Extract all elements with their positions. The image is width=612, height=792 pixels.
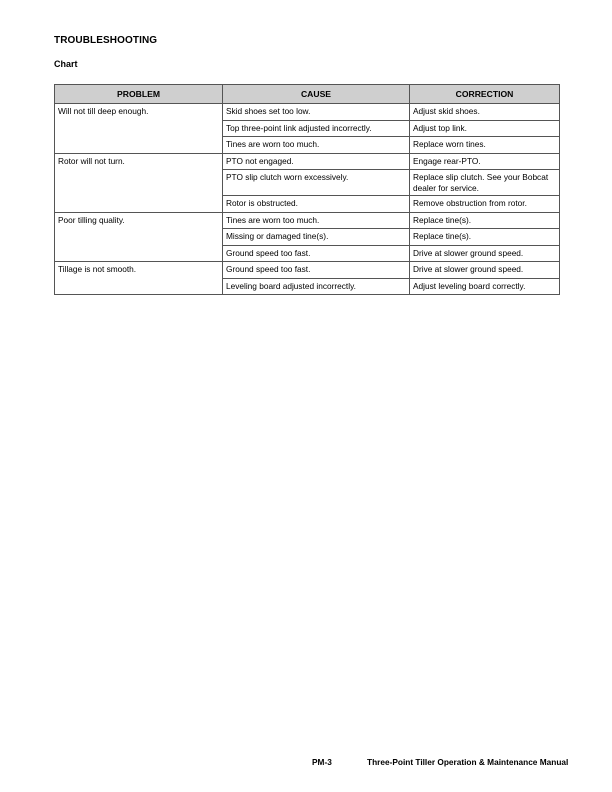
cause-cell: Tines are worn too much. [223,137,410,154]
footer-manual-title: Three-Point Tiller Operation & Maintenance Manual [367,757,569,767]
cause-cell: Tines are worn too much. [223,212,410,229]
correction-cell: Adjust skid shoes. [410,104,560,121]
problem-cell: Poor tilling quality. [55,212,223,262]
table-row [55,153,560,170]
correction-cell: Remove obstruction from rotor. [410,196,560,213]
cause-cell: Rotor is obstructed. [223,196,410,213]
cause-cell: Ground speed too fast. [223,262,410,279]
footer-page-number: PM-3 [312,757,332,767]
header-cause: CAUSE [223,85,410,104]
problem-cell: Tillage is not smooth. [55,262,223,295]
header-correction: CORRECTION [410,85,560,104]
table-header-row [55,85,560,104]
subsection-heading: Chart [54,59,78,69]
cause-cell: Leveling board adjusted incorrectly. [223,278,410,295]
correction-cell: Replace tine(s). [410,229,560,246]
table-row [55,262,560,279]
correction-cell: Replace slip clutch. See your Bobcat dealer for service. [410,170,560,196]
troubleshooting-table [54,84,560,295]
header-problem: PROBLEM [55,85,223,104]
cause-cell: Ground speed too fast. [223,245,410,262]
cause-cell: PTO slip clutch worn excessively. [223,170,410,196]
cause-cell: Top three-point link adjusted incorrectly. [223,120,410,137]
cause-cell: PTO not engaged. [223,153,410,170]
correction-cell: Drive at slower ground speed. [410,262,560,279]
correction-cell: Replace tine(s). [410,212,560,229]
table-row [55,212,560,229]
table-row [55,104,560,121]
problem-cell: Will not till deep enough. [55,104,223,154]
correction-cell: Drive at slower ground speed. [410,245,560,262]
problem-cell: Rotor will not turn. [55,153,223,212]
cause-cell: Skid shoes set too low. [223,104,410,121]
correction-cell: Adjust top link. [410,120,560,137]
correction-cell: Replace worn tines. [410,137,560,154]
correction-cell: Adjust leveling board correctly. [410,278,560,295]
correction-cell: Engage rear-PTO. [410,153,560,170]
cause-cell: Missing or damaged tine(s). [223,229,410,246]
section-heading: TROUBLESHOOTING [54,35,158,46]
